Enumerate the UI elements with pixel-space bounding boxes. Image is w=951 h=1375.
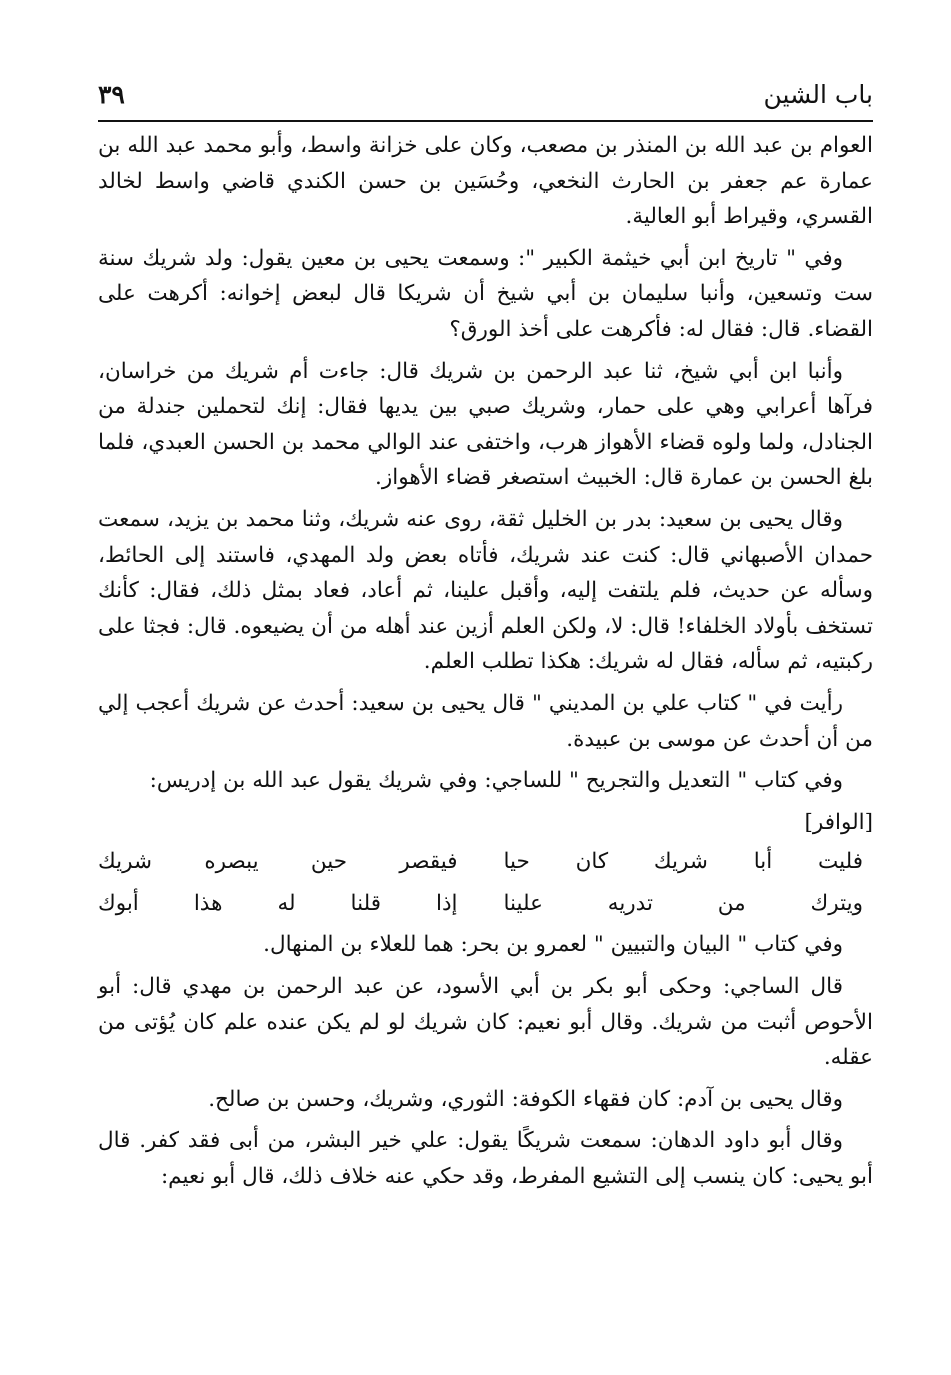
paragraph: وأنبا ابن أبي شيخ، ثنا عبد الرحمن بن شريك قال: جاءت أم شريك من خراسان، فرآها أعرابي وهي على حمار، وشريك صبي بين يديها فقال: إنك لتحملين جندلة من الجنادل، ولما ولوه قضاء الأهواز هرب، واختفى عند الوالي محمد بن الحسن العبدي، فلما بلغ الحسن بن عمارة قال: الخبيث استصغر قضاء الأهواز. [98,358,873,491]
book-page [98,78,873,1338]
paragraph: وقال يحيى بن سعيد: بدر بن الخليل ثقة، روى عنه شريك، وثنا محمد بن يزيد، سمعت حمدان الأصبهاني قال: كنت عند شريك، فأتاه بعض ولد المهدي، فاستند إلى الحائط، وسأله عن حديث، فلم يلتفت إليه، وأقبل علينا، ثم أعاد، فعاد بمثل ذلك، فقال: كأنك تستخف بأولاد الخلفاء! قال: لا، ولكن العلم أزين عند أهله من أن يضيعوه. قال: فجثا على ركبتيه، ثم سأله، فقال له شريك: هكذا تطلب العلم. [98,506,873,675]
poem-meter: [الوافر] [804,809,873,835]
page-header [98,78,873,120]
verse-line [98,844,873,880]
verse-second-hemistich: فيقصر حين يبصره شريك [98,849,458,875]
poem-intro: وفي كتاب " التعديل والتجريح " للساجي: وفي شريك يقول عبد الله بن إدريس: [149,768,843,794]
page-body [98,128,873,1195]
paragraph: وفي كتاب " البيان والتبيين " لعمرو بن بحر: هما للعلاء بن المنهال. [263,932,843,958]
verse-first-hemistich: فليت أبا شريك كان حيا [503,849,863,875]
verse-first-hemistich: ويترك من تدريه علينا [503,890,863,916]
paragraph: قال الساجي: وحكى أبو بكر بن أبي الأسود، عن عبد الرحمن بن مهدي قال: أبو الأحوص أثبت من شريك. وقال أبو نعيم: كان شريك لو لم يكن عنده علم كان يُؤتى من عقله. [98,974,873,1071]
paragraph: رأيت في " كتاب علي بن المديني " قال يحيى بن سعيد: أحدث عن شريك أعجب إلي من أن أحدث عن موسى بن عبيدة. [98,690,873,752]
page-number: ٣٩ [98,80,125,109]
verse-line [98,886,873,922]
paragraph: وفي " تاريخ ابن أبي خيثمة الكبير ": وسمعت يحيى بن معين يقول: ولد شريك سنة ست وتسعين، وأنبا سليمان بن أبي شيخ أن شريكا قال لبعض إخوانه: أكرهت على القضاء. قال: فقال له: فأكرهت على أخذ الورق؟ [98,245,873,342]
running-title: باب الشين [763,80,873,109]
header-rule [98,120,873,122]
verse-second-hemistich: إذا قلنا له هذا أبوك [98,890,458,916]
paragraph: وقال أبو داود الدهان: سمعت شريكًا يقول: علي خير البشر، من أبى فقد كفر. قال أبو يحيى: كان ينسب إلى التشيع المفرط، وقد حكي عنه خلاف ذلك، قال أبو نعيم: [98,1128,873,1190]
paragraph: العوام بن عبد الله بن المنذر بن مصعب، وكان على خزانة واسط، وأبو محمد عبد الله بن عمارة عم جعفر بن الحارث النخعي، وحُسَين بن حسن الكندي قاضي واسط لخالد القسري، وقيراط أبو العالية. [98,133,873,230]
paragraph: وقال يحيى بن آدم: كان فقهاء الكوفة: الثوري، وشريك، وحسن بن صالح. [208,1086,843,1112]
